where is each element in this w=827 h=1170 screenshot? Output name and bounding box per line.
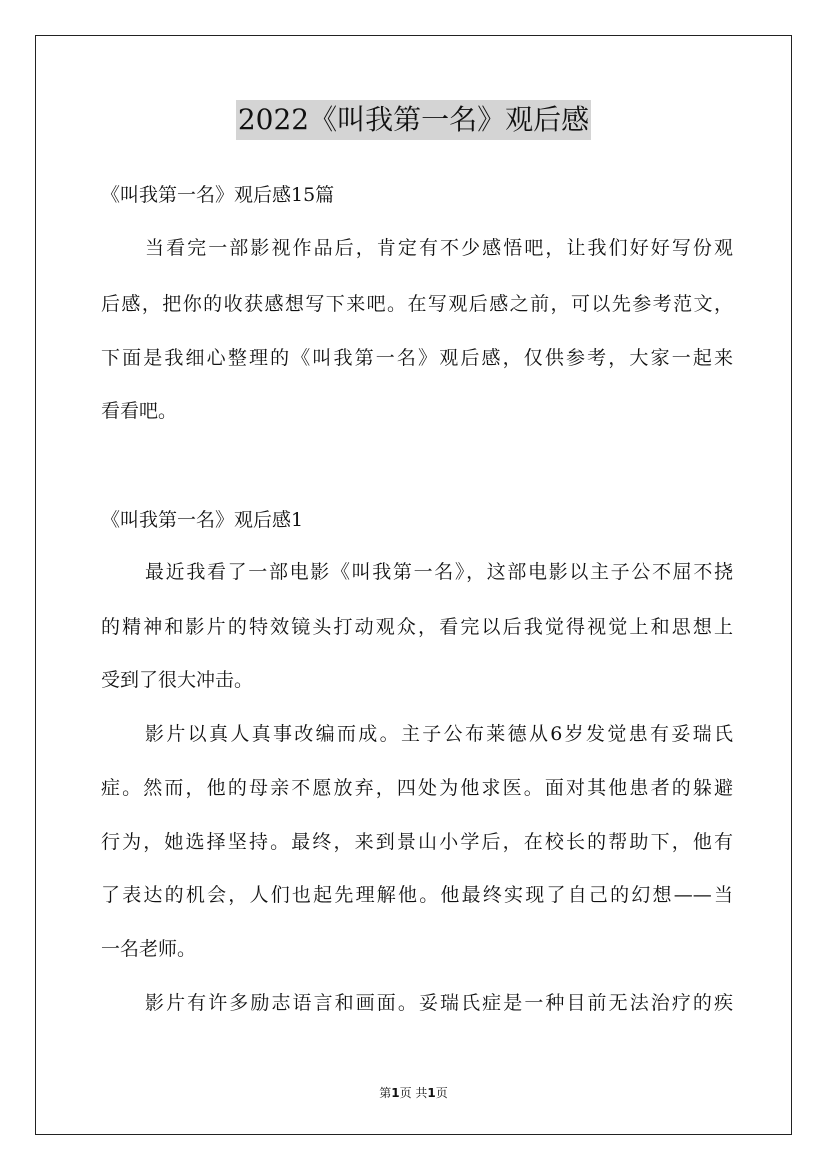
paragraph-line: 影片有许多励志语言和画面。妥瑞氏症是一种目前无法治疗的疾 [145,992,733,1014]
footer-suffix: 页 [435,1086,448,1100]
paragraph-line: 了表达的机会，人们也起先理解他。他最终实现了自己的幻想——当 [101,884,733,906]
footer-mid: 页 共 [399,1086,428,1100]
footer-total-pages: 1 [427,1086,436,1100]
intro-line: 看看吧。 [101,400,178,422]
intro-line: 后感，把你的收获感想写下来吧。在写观后感之前，可以先参考范文， [101,293,733,315]
subtitle: 《叫我第一名》观后感15篇 [101,184,335,206]
document-title: 2022《叫我第一名》观后感 [236,100,591,140]
paragraph-line: 受到了很大冲击。 [101,669,254,691]
paragraph-line: 症。然而，他的母亲不愿放弃，四处为他求医。面对其他患者的躲避 [101,777,733,799]
paragraph-line: 一名老师。 [101,938,197,960]
intro-line: 下面是我细心整理的《叫我第一名》观后感，仅供参考，大家一起来 [101,347,733,369]
intro-line: 当看完一部影视作品后，肯定有不少感悟吧，让我们好好写份观 [145,237,733,259]
footer-prefix: 第 [379,1086,392,1100]
paragraph-line: 的精神和影片的特效镜头打动观众，看完以后我觉得视觉上和思想上 [101,616,733,638]
footer-page-number: 1 [391,1086,400,1100]
paragraph-line: 影片以真人真事改编而成。主子公布莱德从6岁发觉患有妥瑞氏 [145,723,733,745]
paragraph-line: 行为，她选择坚持。最终，来到景山小学后，在校长的帮助下，他有 [101,831,733,853]
paragraph-line: 最近我看了一部电影《叫我第一名》，这部电影以主子公不屈不挠 [145,561,733,583]
page-footer [0,1084,827,1101]
title-wrap [0,100,827,140]
section-heading: 《叫我第一名》观后感1 [101,509,304,531]
